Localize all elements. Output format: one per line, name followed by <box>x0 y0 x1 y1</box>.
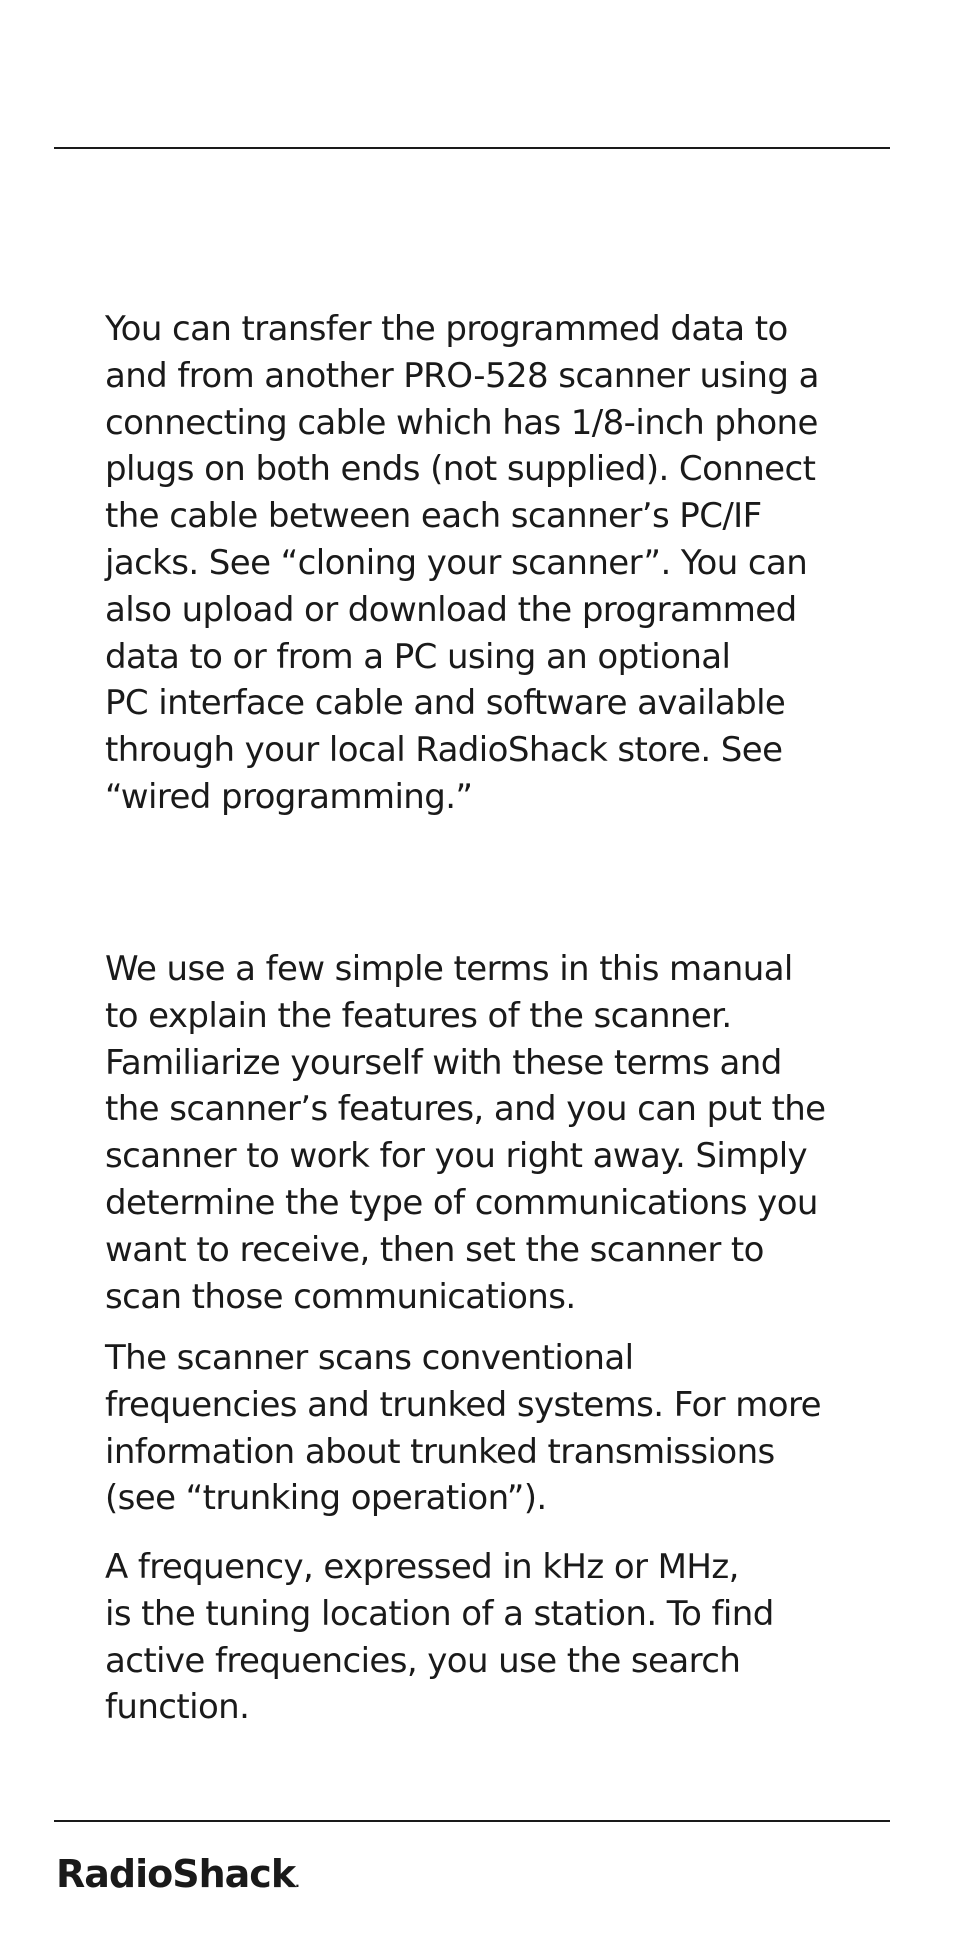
text-line: scanner to work for you right away. Simply <box>105 1136 808 1177</box>
logo-mark: . <box>295 1876 300 1890</box>
text-line: scan those communications. <box>105 1276 576 1317</box>
text-line: You can transfer the programmed data to <box>105 309 788 349</box>
text-line: The scanner scans conventional <box>105 1338 634 1378</box>
text-line: function. <box>105 1687 250 1728</box>
text-line: through your local RadioShack store. See <box>105 730 783 771</box>
text-line: “wired programming.” <box>105 776 473 817</box>
footer-divider <box>54 1820 890 1822</box>
logo-text: RadioShack <box>56 1852 296 1896</box>
text-line: and from another PRO-528 scanner using a <box>105 355 819 396</box>
text-line: want to receive, then set the scanner to <box>105 1229 764 1270</box>
radioshack-logo <box>56 1852 300 1896</box>
text-line: Familiarize yourself with these terms and <box>105 1042 782 1083</box>
text-line: also upload or download the programmed <box>105 589 797 630</box>
text-line: is the tuning location of a station. To find <box>105 1593 774 1634</box>
text-line: A frequency, expressed in kHz or MHz, <box>105 1547 739 1587</box>
paragraph-terms-intro <box>105 946 895 1320</box>
text-line: (see “trunking operation”). <box>105 1478 547 1519</box>
text-line: connecting cable which has 1/8-inch phone <box>105 402 818 443</box>
paragraph-frequency <box>105 1544 895 1731</box>
text-line: the scanner’s features, and you can put the <box>105 1089 826 1130</box>
text-line: data to or from a PC using an optional <box>105 636 731 677</box>
text-line: jacks. See “cloning your scanner”. You can <box>105 542 808 583</box>
text-line: to explain the features of the scanner. <box>105 995 732 1036</box>
text-line: We use a few simple terms in this manual <box>105 949 793 989</box>
text-line: plugs on both ends (not supplied). Connect <box>105 449 816 490</box>
text-line: frequencies and trunked systems. For more <box>105 1384 821 1425</box>
header-divider <box>54 147 890 149</box>
text-line: active frequencies, you use the search <box>105 1640 741 1681</box>
text-line: the cable between each scanner’s PC/IF <box>105 496 762 537</box>
paragraph-data-transfer <box>105 306 895 821</box>
paragraph-scanning <box>105 1335 895 1522</box>
text-line: PC interface cable and software available <box>105 683 786 724</box>
text-line: determine the type of communications you <box>105 1182 818 1223</box>
text-line: information about trunked transmissions <box>105 1431 775 1472</box>
